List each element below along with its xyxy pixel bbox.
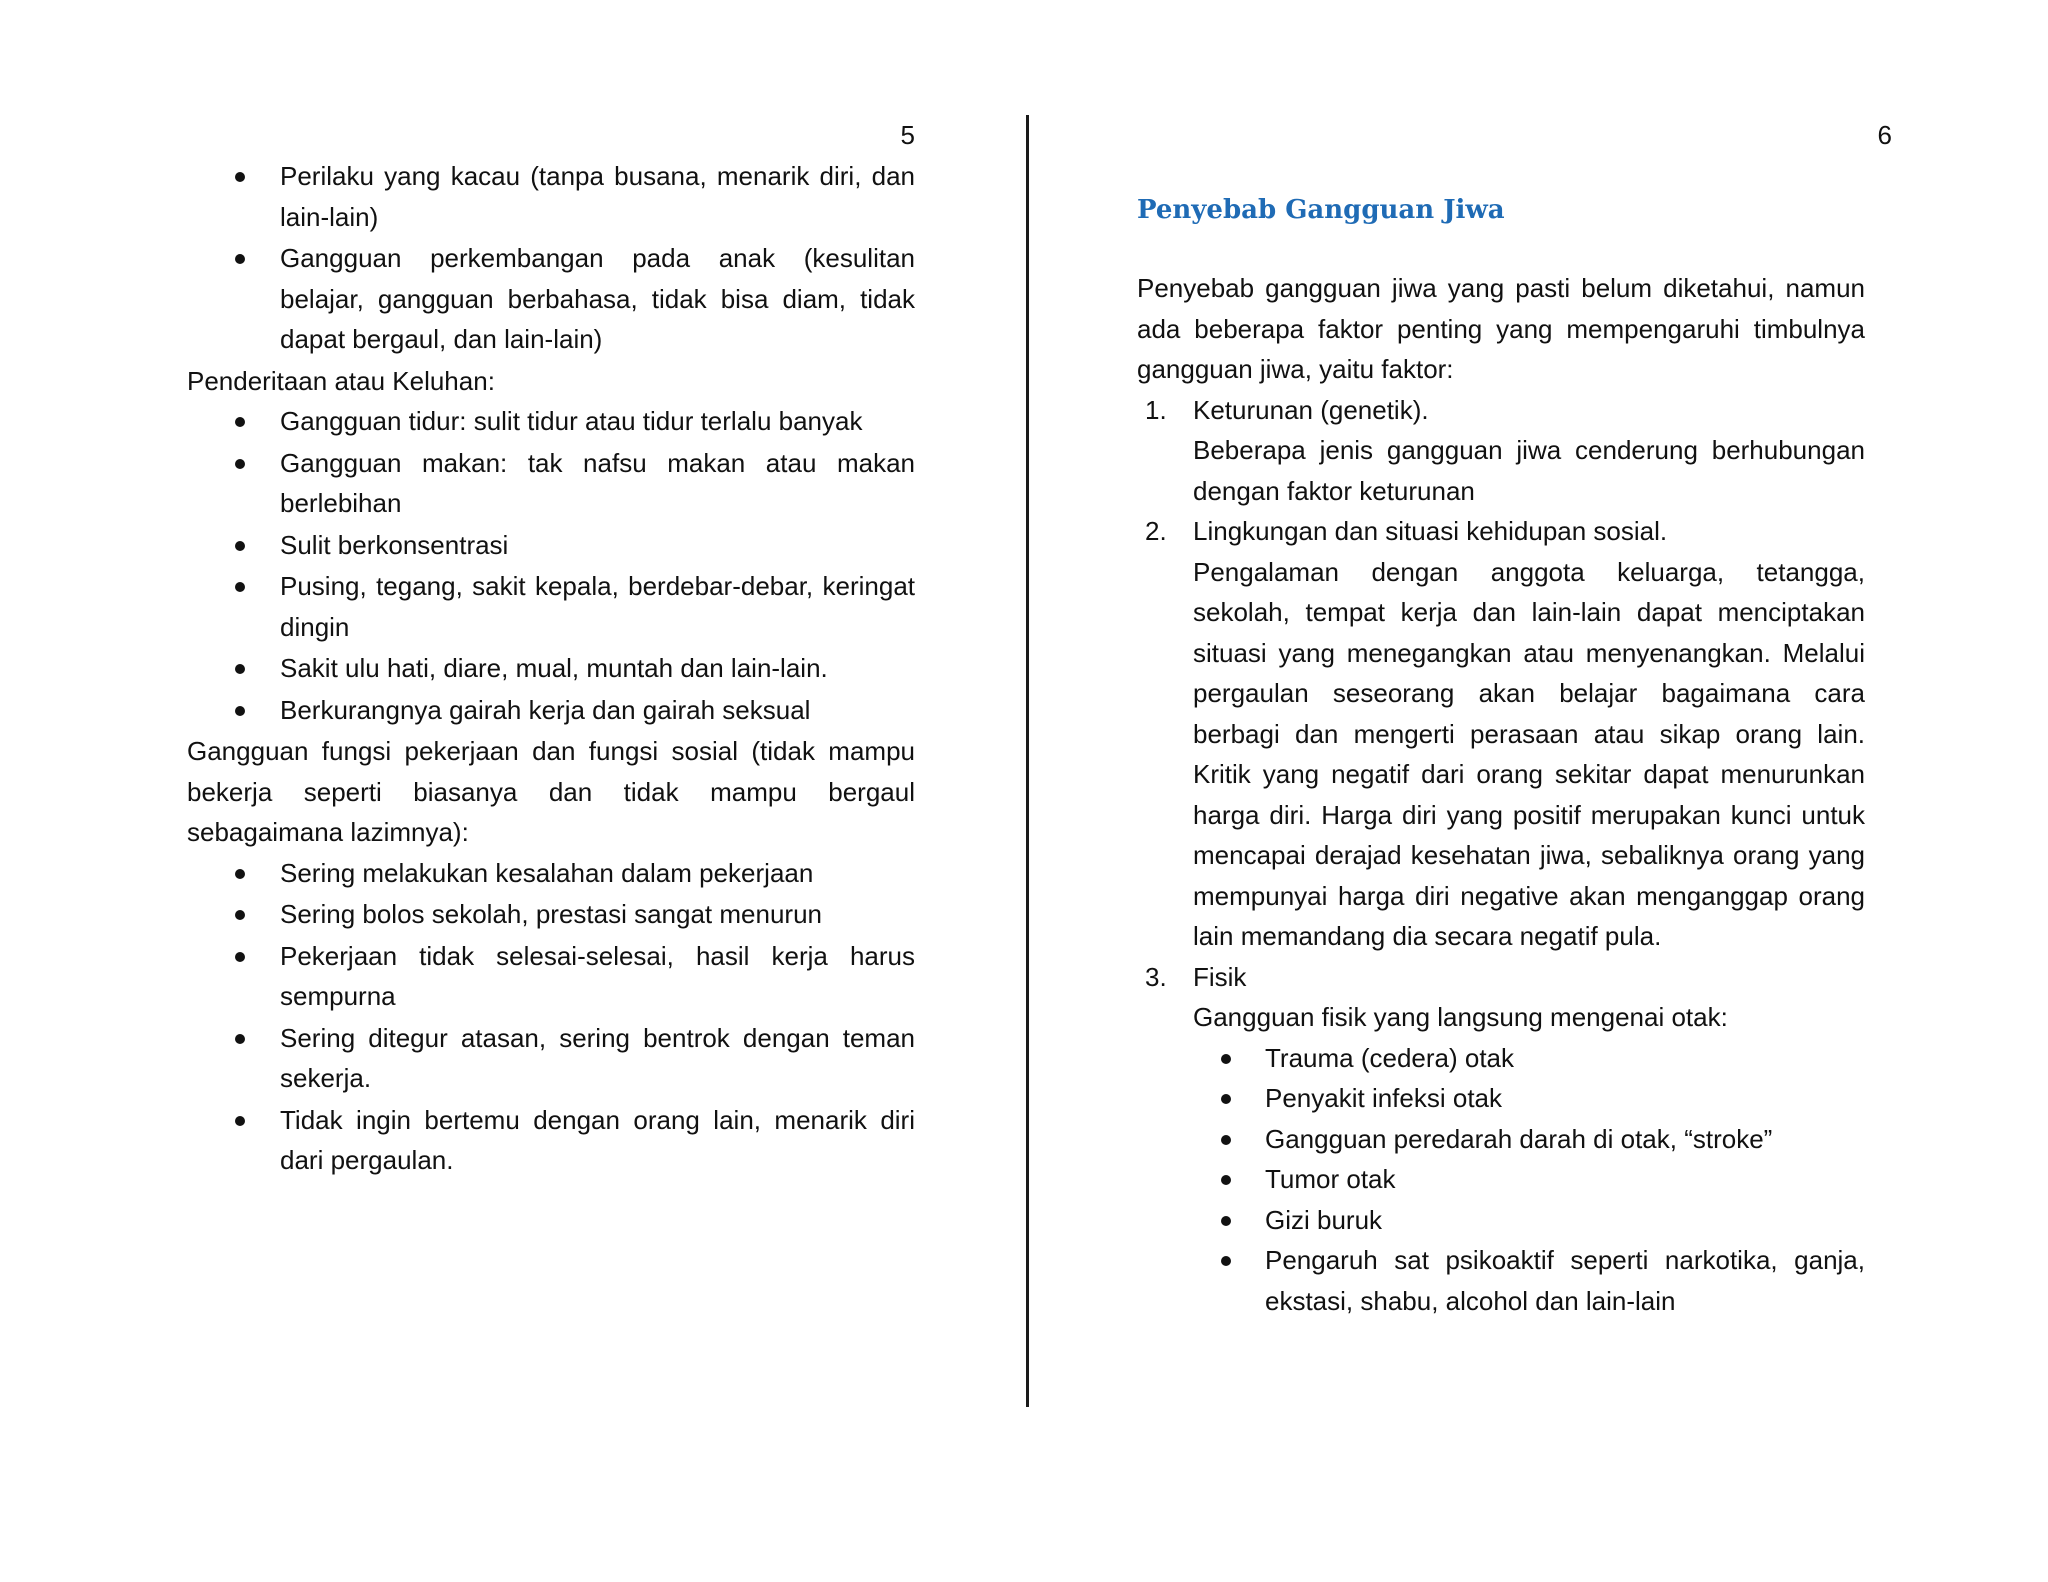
list-item: Tidak ingin bertemu dengan orang lain, menarik diri dari pergaulan. xyxy=(187,1100,915,1181)
list-item: Tumor otak xyxy=(1193,1159,1865,1200)
factor-item xyxy=(1137,390,1865,512)
factor-number: 2. xyxy=(1145,516,1167,546)
list-item: Pusing, tegang, sakit kepala, berdebar-debar, keringat dingin xyxy=(187,566,915,647)
factor-number: 1. xyxy=(1145,394,1167,425)
intro-paragraph: Penyebab gangguan jiwa yang pasti belum diketahui, namun ada beberapa faktor penting yang mempengaruhi timbulnya gangguan jiwa, yaitu faktor: xyxy=(1137,273,1865,384)
list-item: Trauma (cedera) otak xyxy=(1193,1038,1865,1079)
right-page-content xyxy=(1137,190,1865,1321)
list-item: Sakit ulu hati, diare, mual, muntah dan lain-lain. xyxy=(187,648,915,689)
page-number-right: 6 xyxy=(1877,120,1892,150)
list-item: Penyakit infeksi otak xyxy=(1193,1078,1865,1119)
factor-title: Fisik xyxy=(1193,961,1247,992)
factor-description: Beberapa jenis gangguan jiwa cenderung berhubungan dengan faktor keturunan xyxy=(1193,435,1865,506)
list-item: Sering melakukan kesalahan dalam pekerjaan xyxy=(187,853,915,894)
factor-title: Keturunan (genetik). xyxy=(1193,394,1429,425)
list-item: Pengaruh sat psikoaktif seperti narkotika, ganja, ekstasi, shabu, alcohol dan lain-lain xyxy=(1193,1240,1865,1321)
section-heading: Penyebab Gangguan Jiwa xyxy=(1137,195,1505,225)
list-item: Berkurangnya gairah kerja dan gairah seksual xyxy=(187,690,915,731)
list-item: Gizi buruk xyxy=(1193,1200,1865,1241)
factors-numbered-list xyxy=(1137,390,1865,1322)
list-item: Sulit berkonsentrasi xyxy=(187,525,915,566)
factor-number: 3. xyxy=(1145,961,1167,992)
factor-item xyxy=(1137,511,1865,957)
list-item: Gangguan peredarah darah di otak, “stroke” xyxy=(1193,1119,1865,1160)
factor-description: Pengalaman dengan anggota keluarga, tetangga, sekolah, tempat kerja dan lain-lain dapat menciptakan situasi yang menegangkan atau menyenangkan. Melalui pergaulan seseorang akan belajar bagaimana cara berbagi dan mengerti perasaan atau sikap orang lain. Kritik yang negatif dari orang sekitar dapat menurunkan harga diri. Harga diri yang positif merupakan kunci untuk mencapai derajad kesehatan jiwa, sebaliknya orang yang mempunyai harga diri negative akan menganggap orang lain memandang dia secara negatif pula. xyxy=(1193,556,1865,951)
list-item: Gangguan makan: tak nafsu makan atau makan berlebihan xyxy=(187,443,915,524)
intro-bullet-list xyxy=(187,156,915,360)
list-item: Gangguan tidur: sulit tidur atau tidur terlalu banyak xyxy=(187,401,915,442)
function-bullet-list xyxy=(187,853,915,1181)
page-number-left: 5 xyxy=(900,120,915,150)
right-page xyxy=(1029,0,2048,1582)
factor-description: Gangguan fisik yang langsung mengenai otak: xyxy=(1193,1002,1728,1032)
section-label-function: Gangguan fungsi pekerjaan dan fungsi sosial (tidak mampu bekerja seperti biasanya dan tidak mampu bergaul sebagaimana lazimnya): xyxy=(187,736,915,847)
list-item: Sering bolos sekolah, prestasi sangat menurun xyxy=(187,894,915,935)
list-item: Perilaku yang kacau (tanpa busana, menarik diri, dan lain-lain) xyxy=(187,156,915,237)
physical-causes-list xyxy=(1193,1038,1865,1322)
left-page-content xyxy=(187,156,915,1182)
section-label-complaints: Penderitaan atau Keluhan: xyxy=(187,365,495,396)
list-item: Pekerjaan tidak selesai-selesai, hasil kerja harus sempurna xyxy=(187,936,915,1017)
factor-title: Lingkungan dan situasi kehidupan sosial. xyxy=(1193,516,1668,546)
factor-item xyxy=(1137,957,1865,1322)
list-item: Gangguan perkembangan pada anak (kesulitan belajar, gangguan berbahasa, tidak bisa diam, tidak dapat bergaul, dan lain-lain) xyxy=(187,238,915,360)
list-item: Sering ditegur atasan, sering bentrok dengan teman sekerja. xyxy=(187,1018,915,1099)
complaints-bullet-list xyxy=(187,401,915,730)
